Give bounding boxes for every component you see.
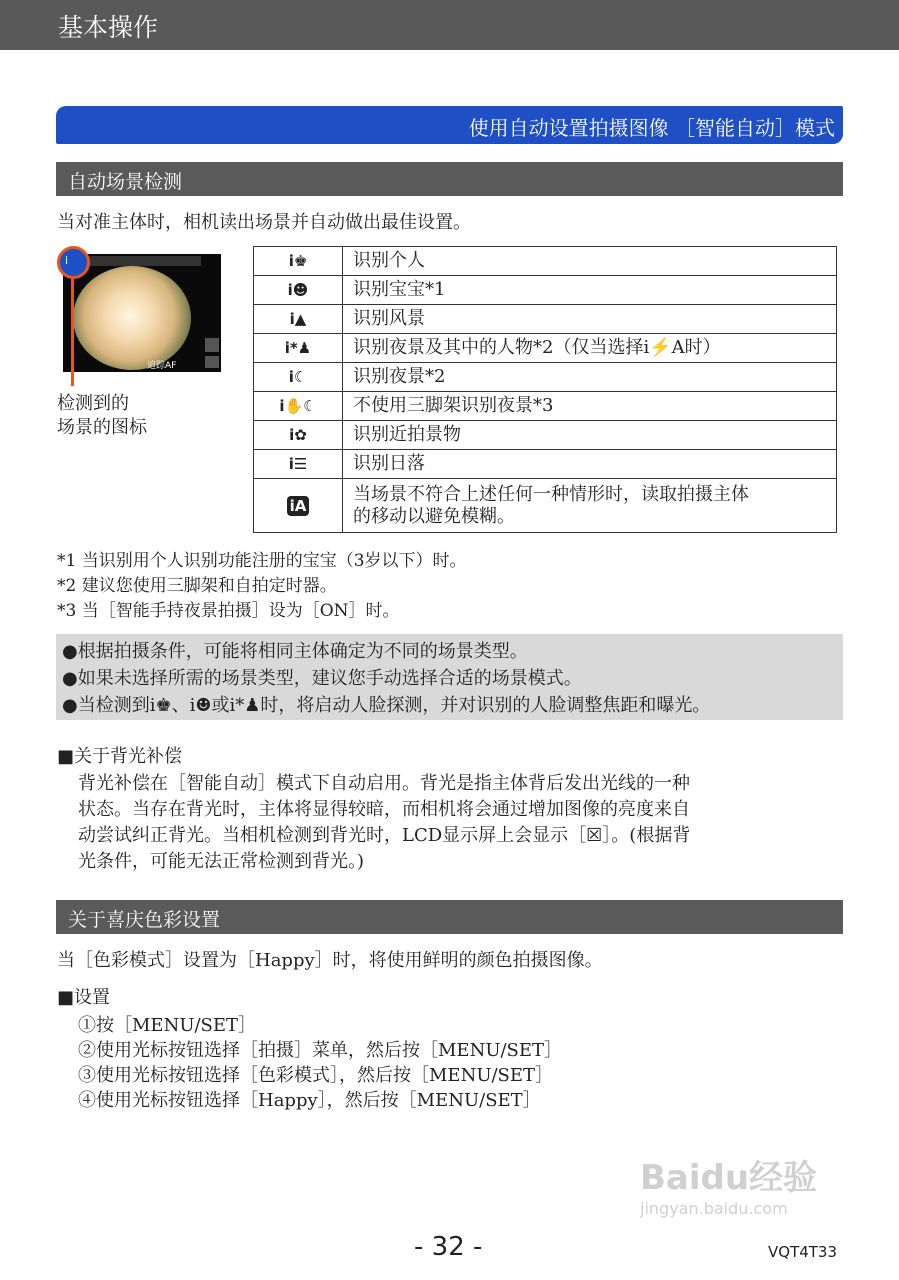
scene-text: 识别夜景及其中的人物*2（仅当选择i⚡A时） <box>343 334 837 363</box>
table-row <box>254 392 837 421</box>
ia-icon: iA <box>287 496 310 516</box>
page-number: - 32 - <box>414 1232 483 1262</box>
table-row <box>254 450 837 479</box>
backlight-line-1: 背光补偿在［智能自动］模式下自动启用。背光是指主体背后发出光线的一种 <box>78 773 690 794</box>
scene-icon-callout <box>57 246 90 279</box>
table-row <box>254 305 837 334</box>
scene-icon-cell: i✿ <box>254 421 343 450</box>
table-row <box>254 479 837 533</box>
backlight-line-3: 动尝试纠正背光。当相机检测到背光时，LCD显示屏上会显示［☒］。(根据背 <box>78 825 691 846</box>
note-1: ●根据拍摄条件，可能将相同主体确定为不同的场景类型。 <box>62 641 528 662</box>
section1-intro: 当对准主体时，相机读出场景并自动做出最佳设置。 <box>57 212 471 233</box>
section2-intro: 当［色彩模式］设置为［Happy］时，将使用鲜明的颜色拍摄图像。 <box>57 950 603 971</box>
model-code: VQT4T33 <box>768 1243 838 1261</box>
scene-text: 识别宝宝*1 <box>343 276 837 305</box>
scene-text: 识别夜景*2 <box>343 363 837 392</box>
note-2: ●如果未选择所需的场景类型，建议您手动选择合适的场景模式。 <box>62 668 582 689</box>
step-4: ④使用光标按钮选择［Happy］，然后按［MENU/SET］ <box>78 1090 541 1111</box>
backlight-heading: ■关于背光补偿 <box>57 746 183 767</box>
scene-icon: i <box>65 254 69 267</box>
header-title: 基本操作 <box>58 13 159 42</box>
watermark-url: jingyan.baidu.com <box>640 1199 788 1218</box>
banner-title: 使用自动设置拍摄图像 ［智能自动］模式 <box>468 116 835 140</box>
caption-line-2: 场景的图标 <box>57 417 147 438</box>
note-3: ●当检测到i♚、i☻或i*♟时，将启动人脸探测，并对识别的人脸调整焦距和曝光。 <box>62 695 711 716</box>
footnote-3: *3 当［智能手持夜景拍摄］设为［ON］时。 <box>57 601 400 621</box>
table-row <box>254 334 837 363</box>
scene-icon-cell: i☾ <box>254 363 343 392</box>
caption-line-1: 检测到的 <box>57 393 129 414</box>
scene-icon-cell: i▲ <box>254 305 343 334</box>
scene-icon-cell: i♚ <box>254 247 343 276</box>
scene-icon-cell: i✋☾ <box>254 392 343 421</box>
section2-title: 关于喜庆色彩设置 <box>68 909 221 931</box>
scene-table <box>253 246 837 533</box>
watermark <box>640 1150 817 1218</box>
scene-text-line-2: 的移动以避免模糊。 <box>353 505 515 527</box>
table-row <box>254 247 837 276</box>
backlight-line-4: 光条件，可能无法正常检测到背光。) <box>78 851 365 872</box>
step-3: ③使用光标按钮选择［色彩模式］，然后按［MENU/SET］ <box>78 1065 554 1086</box>
notes-box <box>56 634 843 720</box>
table-row <box>254 276 837 305</box>
scene-icon-cell: i*♟ <box>254 334 343 363</box>
scene-icon-cell <box>254 479 343 533</box>
section-banner <box>56 106 843 144</box>
scene-text <box>343 479 837 533</box>
page-header <box>0 0 899 50</box>
backlight-line-2: 状态。当存在背光时，主体将显得较暗，而相机将会通过增加图像的亮度来自 <box>78 799 690 820</box>
lcd-status-bar <box>81 256 201 266</box>
rose-photo <box>73 266 191 370</box>
lcd-af-label: 追踪AF <box>147 361 177 371</box>
section-title-bar-1 <box>56 162 843 196</box>
footnote-2: *2 建议您使用三脚架和自拍定时器。 <box>57 576 337 596</box>
scene-icon-cell: i☻ <box>254 276 343 305</box>
scene-icon-cell: i☰ <box>254 450 343 479</box>
lcd-button-icon-2 <box>205 356 219 368</box>
table-row <box>254 363 837 392</box>
table-row <box>254 421 837 450</box>
footnote-1: *1 当识别用个人识别功能注册的宝宝（3岁以下）时。 <box>57 551 467 571</box>
watermark-logo: Baidu经验 <box>640 1158 818 1198</box>
scene-text: 识别风景 <box>343 305 837 334</box>
scene-text: 识别个人 <box>343 247 837 276</box>
lcd-button-icon <box>205 338 219 352</box>
callout-line <box>71 276 74 386</box>
scene-text: 识别近拍景物 <box>343 421 837 450</box>
scene-text: 识别日落 <box>343 450 837 479</box>
step-2: ②使用光标按钮选择［拍摄］菜单，然后按［MENU/SET］ <box>78 1040 563 1061</box>
section1-title: 自动场景检测 <box>68 171 183 193</box>
scene-text: 不使用三脚架识别夜景*3 <box>343 392 837 421</box>
section-title-bar-2 <box>56 900 843 934</box>
step-1: ①按［MENU/SET］ <box>78 1015 257 1036</box>
setting-heading: ■设置 <box>57 987 111 1008</box>
scene-text-line-1: 当场景不符合上述任何一种情形时，读取拍摄主体 <box>353 483 749 505</box>
